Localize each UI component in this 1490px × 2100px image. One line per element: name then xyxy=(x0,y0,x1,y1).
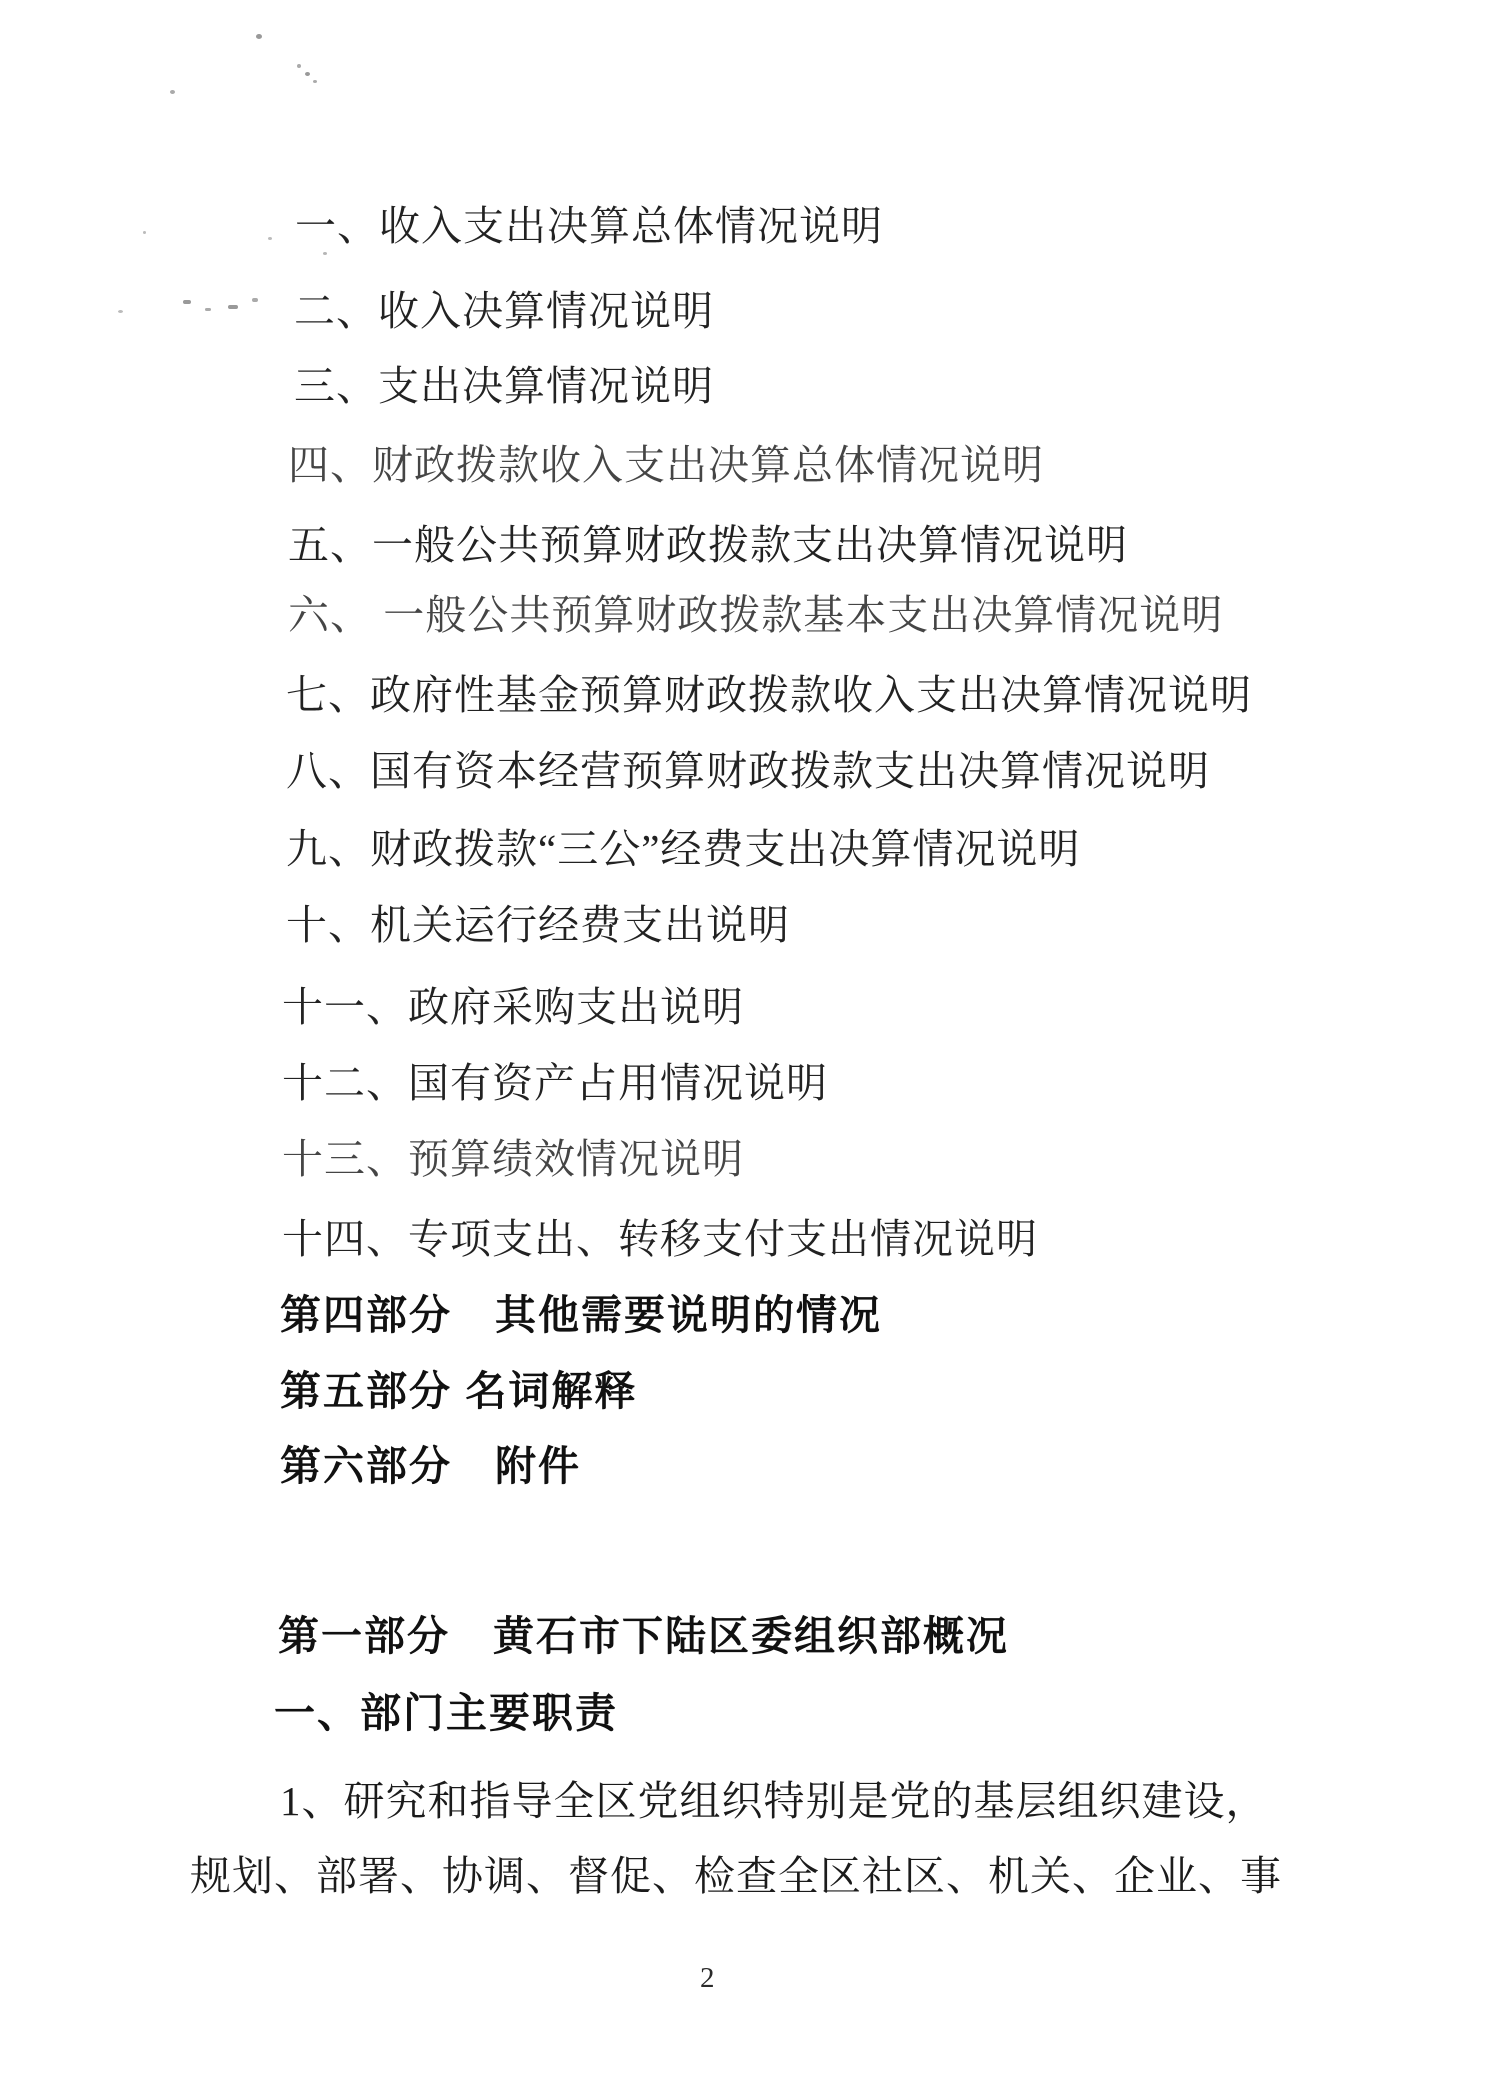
scan-artifact xyxy=(228,305,238,309)
scan-artifact xyxy=(170,90,175,94)
toc-item-2: 二、收入决算情况说明 xyxy=(294,288,714,334)
toc-item-4: 四、财政拨款收入支出决算总体情况说明 xyxy=(288,442,1044,488)
toc-item-3: 三、支出决算情况说明 xyxy=(294,363,714,409)
toc-item-14: 十四、专项支出、转移支付支出情况说明 xyxy=(282,1216,1038,1262)
toc-section-heading-part4: 第四部分 其他需要说明的情况 xyxy=(280,1292,882,1338)
scan-artifact xyxy=(256,34,262,39)
toc-item-7: 七、政府性基金预算财政拨款收入支出决算情况说明 xyxy=(286,672,1252,718)
toc-item-9: 九、财政拨款“三公”经费支出决算情况说明 xyxy=(286,826,1081,872)
scan-artifact xyxy=(118,310,123,313)
scan-artifact xyxy=(313,80,317,83)
toc-item-1: 一、收入支出决算总体情况说明 xyxy=(295,203,883,249)
scan-artifact xyxy=(305,72,310,76)
paragraph-line: 规划、部署、协调、督促、检查全区社区、机关、企业、事 xyxy=(190,1853,1282,1899)
scan-artifact xyxy=(323,252,327,255)
toc-item-10: 十、机关运行经费支出说明 xyxy=(286,902,790,948)
toc-section-heading-part6: 第六部分 附件 xyxy=(280,1443,581,1489)
scan-artifact xyxy=(143,231,146,234)
toc-item-8: 八、国有资本经营预算财政拨款支出决算情况说明 xyxy=(286,748,1210,794)
toc-item-6: 六、 一般公共预算财政拨款基本支出决算情况说明 xyxy=(288,592,1224,638)
scan-artifact xyxy=(297,64,301,68)
page-number: 2 xyxy=(700,1962,715,1994)
scan-artifact xyxy=(183,300,191,304)
toc-section-heading-part5: 第五部分 名词解释 xyxy=(280,1368,638,1414)
scan-artifact xyxy=(252,298,258,302)
toc-item-5: 五、一般公共预算财政拨款支出决算情况说明 xyxy=(288,522,1128,568)
toc-item-13: 十三、预算绩效情况说明 xyxy=(282,1136,744,1182)
toc-item-11: 十一、政府采购支出说明 xyxy=(282,984,744,1030)
paragraph-line: 1、研究和指导全区党组织特别是党的基层组织建设， xyxy=(280,1778,1268,1824)
scan-artifact xyxy=(205,308,211,311)
part-one-heading: 第一部分 黄石市下陆区委组织部概况 xyxy=(278,1613,1009,1659)
toc-item-12: 十二、国有资产占用情况说明 xyxy=(282,1060,828,1106)
scan-artifact xyxy=(268,237,272,240)
part-one-subheading: 一、部门主要职责 xyxy=(274,1690,618,1736)
